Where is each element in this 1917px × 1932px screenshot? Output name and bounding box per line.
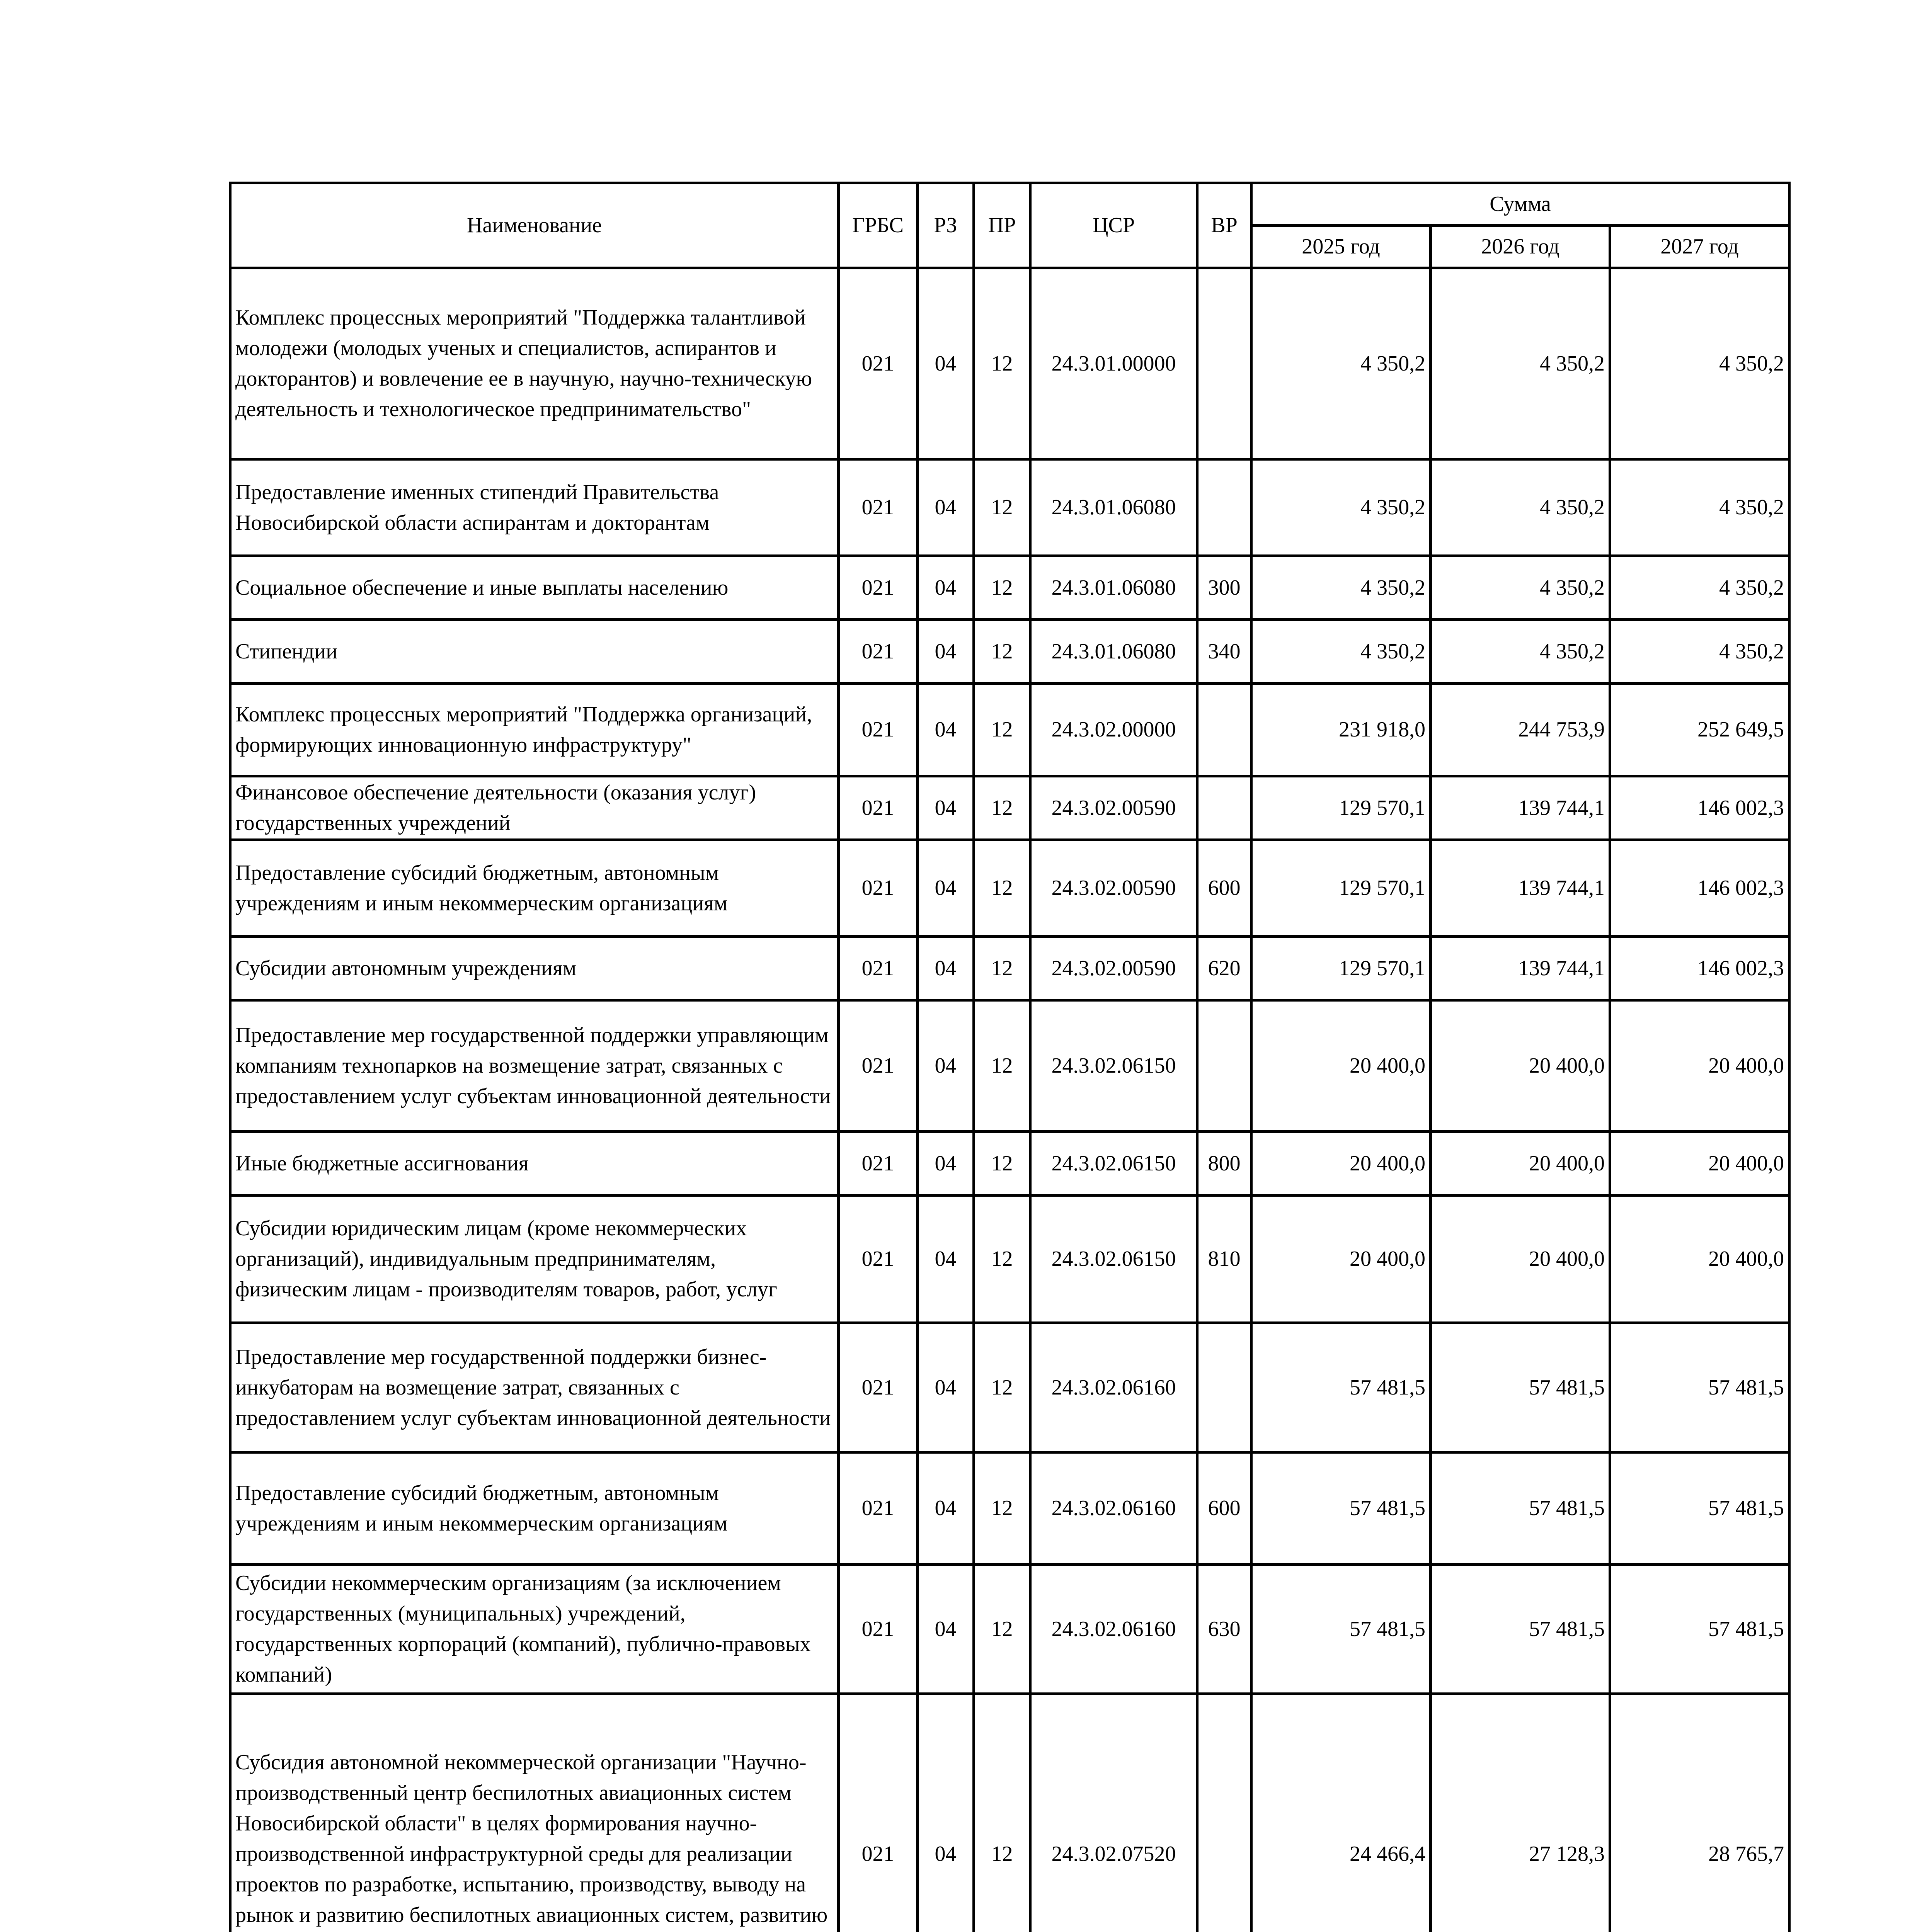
row-csr: 24.3.02.06150 [1030, 1196, 1197, 1323]
row-pr: 12 [974, 268, 1030, 459]
row-name: Комплекс процессных мероприятий "Поддержка организаций, формирующих инновационную инфраструктуру" [230, 684, 839, 776]
row-sum-2026: 57 481,5 [1431, 1452, 1610, 1565]
row-sum-2027: 4 350,2 [1610, 459, 1789, 556]
row-pr: 12 [974, 1694, 1030, 1932]
row-csr: 24.3.02.06160 [1030, 1565, 1197, 1694]
row-rz: 04 [918, 556, 974, 620]
table-row [230, 1132, 1789, 1196]
row-rz: 04 [918, 1565, 974, 1694]
row-csr: 24.3.02.00590 [1030, 937, 1197, 1000]
header-year-2026: 2026 год [1431, 226, 1610, 268]
header-name: Наименование [230, 183, 839, 268]
table-row [230, 1565, 1789, 1694]
row-pr: 12 [974, 1000, 1030, 1132]
row-name: Предоставление мер государственной поддержки бизнес-инкубаторам на возмещение затрат, связанных с предоставлением услуг субъектам инновационной деятельности [230, 1323, 839, 1452]
row-pr: 12 [974, 1132, 1030, 1196]
row-grbs: 021 [839, 268, 918, 459]
row-vr [1197, 776, 1251, 840]
row-csr: 24.3.02.06160 [1030, 1452, 1197, 1565]
header-year-2025: 2025 год [1251, 226, 1431, 268]
row-sum-2025: 20 400,0 [1251, 1000, 1431, 1132]
row-sum-2026: 139 744,1 [1431, 937, 1610, 1000]
row-grbs: 021 [839, 1323, 918, 1452]
row-csr: 24.3.01.06080 [1030, 620, 1197, 684]
row-sum-2025: 20 400,0 [1251, 1132, 1431, 1196]
row-sum-2027: 57 481,5 [1610, 1323, 1789, 1452]
row-grbs: 021 [839, 1452, 918, 1565]
row-sum-2026: 4 350,2 [1431, 620, 1610, 684]
row-csr: 24.3.02.07520 [1030, 1694, 1197, 1932]
row-sum-2026: 20 400,0 [1431, 1000, 1610, 1132]
row-sum-2027: 146 002,3 [1610, 937, 1789, 1000]
row-vr: 600 [1197, 1452, 1251, 1565]
table-row [230, 1452, 1789, 1565]
row-sum-2025: 57 481,5 [1251, 1565, 1431, 1694]
row-name: Субсидия автономной некоммерческой организации "Научно-производственный центр беспилотных авиационных систем Новосибирской области" в целях формирования научно-производственной инфраструктурной среды для реализации проектов по разработке, испытанию, производству, выводу на рынок и развитию беспилотных авиационных систем, развитию [230, 1694, 839, 1932]
table-row [230, 556, 1789, 620]
row-csr: 24.3.01.06080 [1030, 459, 1197, 556]
row-rz: 04 [918, 840, 974, 937]
row-vr [1197, 1694, 1251, 1932]
header-csr: ЦСР [1030, 183, 1197, 268]
row-csr: 24.3.02.06150 [1030, 1132, 1197, 1196]
row-name: Комплекс процессных мероприятий "Поддержка талантливой молодежи (молодых ученых и специалистов, аспирантов и докторантов) и вовлечение ее в научную, научно-техническую деятельность и технологическое предпринимательство" [230, 268, 839, 459]
row-csr: 24.3.01.06080 [1030, 556, 1197, 620]
table-body [230, 268, 1789, 1932]
row-csr: 24.3.02.06150 [1030, 1000, 1197, 1132]
row-vr [1197, 459, 1251, 556]
row-sum-2025: 4 350,2 [1251, 459, 1431, 556]
row-rz: 04 [918, 1452, 974, 1565]
row-sum-2027: 20 400,0 [1610, 1132, 1789, 1196]
row-sum-2027: 20 400,0 [1610, 1196, 1789, 1323]
row-grbs: 021 [839, 937, 918, 1000]
row-vr: 630 [1197, 1565, 1251, 1694]
row-grbs: 021 [839, 1694, 918, 1932]
row-sum-2027: 252 649,5 [1610, 684, 1789, 776]
row-sum-2026: 57 481,5 [1431, 1323, 1610, 1452]
row-sum-2026: 4 350,2 [1431, 459, 1610, 556]
row-sum-2027: 57 481,5 [1610, 1452, 1789, 1565]
row-name: Предоставление субсидий бюджетным, автономным учреждениям и иным некоммерческим организациям [230, 1452, 839, 1565]
row-rz: 04 [918, 776, 974, 840]
row-grbs: 021 [839, 1132, 918, 1196]
row-vr: 620 [1197, 937, 1251, 1000]
table-row [230, 1694, 1789, 1932]
row-grbs: 021 [839, 776, 918, 840]
table-row [230, 937, 1789, 1000]
row-name: Финансовое обеспечение деятельности (оказания услуг) государственных учреждений [230, 776, 839, 840]
row-sum-2027: 4 350,2 [1610, 556, 1789, 620]
row-sum-2027: 57 481,5 [1610, 1565, 1789, 1694]
row-name: Предоставление мер государственной поддержки управляющим компаниям технопарков на возмещение затрат, связанных с предоставлением услуг субъектам инновационной деятельности [230, 1000, 839, 1132]
row-sum-2025: 57 481,5 [1251, 1323, 1431, 1452]
row-vr: 600 [1197, 840, 1251, 937]
row-grbs: 021 [839, 1000, 918, 1132]
header-year-2027: 2027 год [1610, 226, 1789, 268]
row-pr: 12 [974, 684, 1030, 776]
row-sum-2026: 139 744,1 [1431, 840, 1610, 937]
table-row [230, 459, 1789, 556]
budget-table [229, 182, 1791, 1932]
row-rz: 04 [918, 1694, 974, 1932]
row-name: Стипендии [230, 620, 839, 684]
row-csr: 24.3.02.00590 [1030, 840, 1197, 937]
header-rz: РЗ [918, 183, 974, 268]
row-pr: 12 [974, 459, 1030, 556]
header-pr: ПР [974, 183, 1030, 268]
row-sum-2027: 146 002,3 [1610, 840, 1789, 937]
row-rz: 04 [918, 620, 974, 684]
row-csr: 24.3.02.00590 [1030, 776, 1197, 840]
row-grbs: 021 [839, 620, 918, 684]
table-row [230, 1196, 1789, 1323]
row-grbs: 021 [839, 1565, 918, 1694]
row-grbs: 021 [839, 840, 918, 937]
row-sum-2025: 4 350,2 [1251, 556, 1431, 620]
row-sum-2027: 20 400,0 [1610, 1000, 1789, 1132]
row-sum-2025: 20 400,0 [1251, 1196, 1431, 1323]
row-pr: 12 [974, 776, 1030, 840]
row-vr [1197, 268, 1251, 459]
row-pr: 12 [974, 620, 1030, 684]
row-rz: 04 [918, 937, 974, 1000]
table-row [230, 620, 1789, 684]
row-sum-2026: 27 128,3 [1431, 1694, 1610, 1932]
row-sum-2027: 4 350,2 [1610, 620, 1789, 684]
row-grbs: 021 [839, 1196, 918, 1323]
table-row [230, 684, 1789, 776]
row-sum-2026: 4 350,2 [1431, 556, 1610, 620]
header-vr: ВР [1197, 183, 1251, 268]
row-sum-2025: 129 570,1 [1251, 776, 1431, 840]
row-sum-2025: 231 918,0 [1251, 684, 1431, 776]
row-sum-2027: 4 350,2 [1610, 268, 1789, 459]
row-vr [1197, 1323, 1251, 1452]
row-sum-2025: 4 350,2 [1251, 268, 1431, 459]
row-name: Субсидии некоммерческим организациям (за исключением государственных (муниципальных) учреждений, государственных корпораций (компаний), публично-правовых компаний) [230, 1565, 839, 1694]
table-row [230, 776, 1789, 840]
row-rz: 04 [918, 1000, 974, 1132]
row-grbs: 021 [839, 684, 918, 776]
row-pr: 12 [974, 1565, 1030, 1694]
row-sum-2025: 24 466,4 [1251, 1694, 1431, 1932]
row-vr: 800 [1197, 1132, 1251, 1196]
row-name: Предоставление именных стипендий Правительства Новосибирской области аспирантам и докторантам [230, 459, 839, 556]
row-rz: 04 [918, 1132, 974, 1196]
row-sum-2027: 146 002,3 [1610, 776, 1789, 840]
row-vr [1197, 1000, 1251, 1132]
row-csr: 24.3.02.06160 [1030, 1323, 1197, 1452]
table-header [230, 183, 1789, 268]
row-sum-2026: 4 350,2 [1431, 268, 1610, 459]
row-sum-2026: 20 400,0 [1431, 1196, 1610, 1323]
row-name: Субсидии автономным учреждениям [230, 937, 839, 1000]
row-vr: 340 [1197, 620, 1251, 684]
row-pr: 12 [974, 1452, 1030, 1565]
row-vr [1197, 684, 1251, 776]
row-sum-2025: 4 350,2 [1251, 620, 1431, 684]
row-sum-2025: 57 481,5 [1251, 1452, 1431, 1565]
row-csr: 24.3.02.00000 [1030, 684, 1197, 776]
row-sum-2027: 28 765,7 [1610, 1694, 1789, 1932]
row-vr: 810 [1197, 1196, 1251, 1323]
row-grbs: 021 [839, 556, 918, 620]
row-vr: 300 [1197, 556, 1251, 620]
table-row [230, 840, 1789, 937]
row-pr: 12 [974, 1323, 1030, 1452]
row-pr: 12 [974, 937, 1030, 1000]
row-sum-2026: 244 753,9 [1431, 684, 1610, 776]
row-pr: 12 [974, 840, 1030, 937]
row-sum-2026: 139 744,1 [1431, 776, 1610, 840]
row-sum-2025: 129 570,1 [1251, 937, 1431, 1000]
row-rz: 04 [918, 1196, 974, 1323]
row-rz: 04 [918, 684, 974, 776]
table-row [230, 268, 1789, 459]
header-sum: Сумма [1251, 183, 1789, 226]
row-csr: 24.3.01.00000 [1030, 268, 1197, 459]
row-sum-2026: 20 400,0 [1431, 1132, 1610, 1196]
row-rz: 04 [918, 459, 974, 556]
row-rz: 04 [918, 268, 974, 459]
row-name: Иные бюджетные ассигнования [230, 1132, 839, 1196]
row-pr: 12 [974, 1196, 1030, 1323]
table-row [230, 1000, 1789, 1132]
header-grbs: ГРБС [839, 183, 918, 268]
table-row [230, 1323, 1789, 1452]
row-sum-2025: 129 570,1 [1251, 840, 1431, 937]
row-sum-2026: 57 481,5 [1431, 1565, 1610, 1694]
row-pr: 12 [974, 556, 1030, 620]
row-name: Предоставление субсидий бюджетным, автономным учреждениям и иным некоммерческим организациям [230, 840, 839, 937]
row-name: Социальное обеспечение и иные выплаты населению [230, 556, 839, 620]
row-rz: 04 [918, 1323, 974, 1452]
row-grbs: 021 [839, 459, 918, 556]
row-name: Субсидии юридическим лицам (кроме некоммерческих организаций), индивидуальным предпринимателям, физическим лицам - производителям товаров, работ, услуг [230, 1196, 839, 1323]
